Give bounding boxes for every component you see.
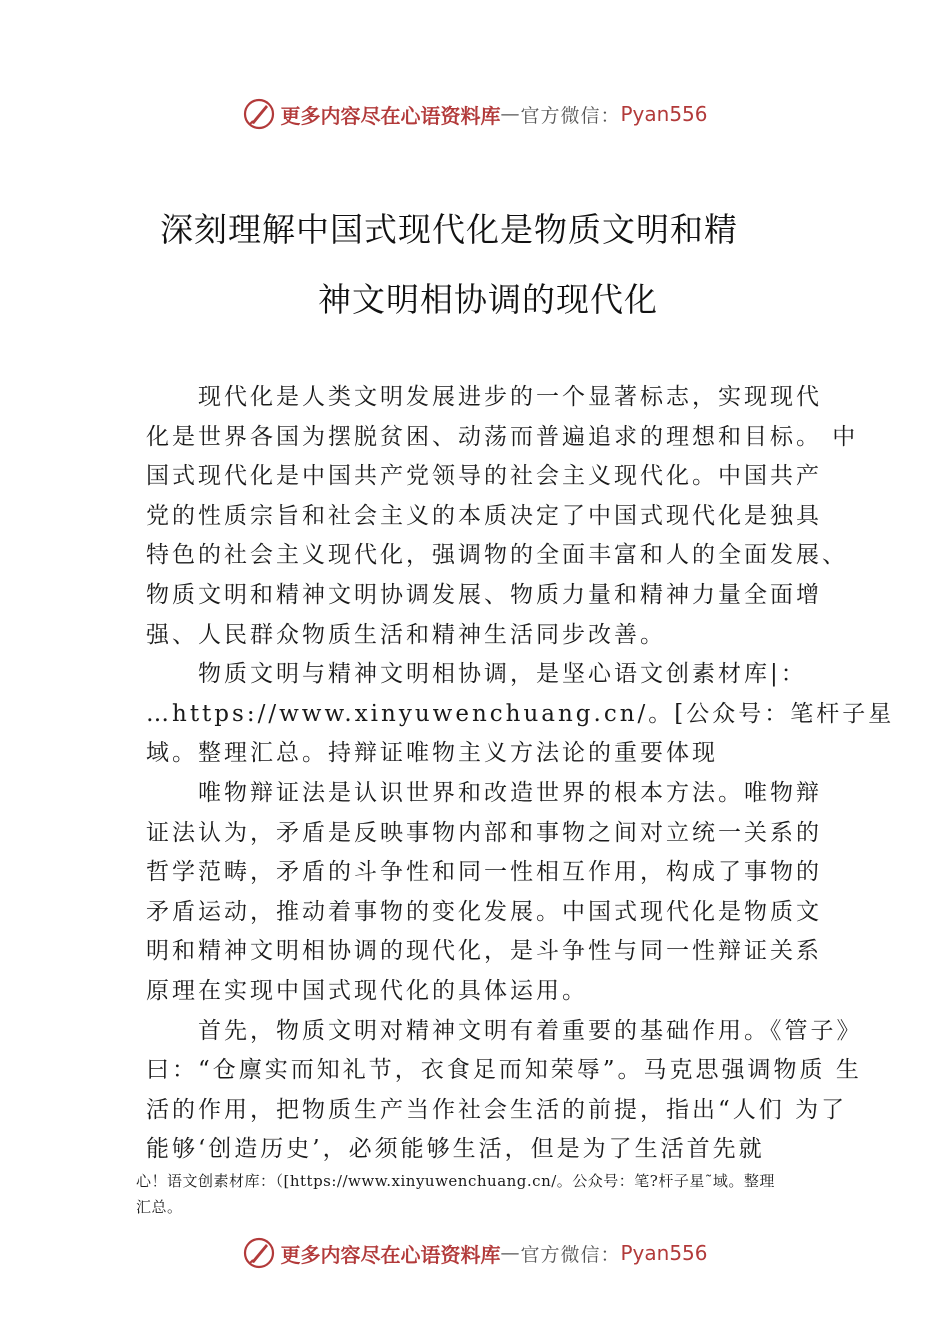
body-line: 特色的社会主义现代化，强调物的全面丰富和人的全面发展、: [146, 542, 848, 569]
quill-logo-icon: [242, 1236, 276, 1270]
body-line: 明和精神文明相协调的现代化，是斗争性与同一性辩证关系: [146, 938, 822, 965]
promo-text: 更多内容尽在心语资料库: [280, 1242, 501, 1267]
wechat-label: 官方微信：: [520, 104, 621, 127]
banner-dash: —: [500, 1242, 521, 1264]
banner-dash: —: [500, 103, 521, 125]
body-line: 国式现代化是中国共产党领导的社会主义现代化。中国共产: [146, 463, 822, 490]
body-line: 活的作用，把物质生产当作社会生活的前提，指出“人们 为了: [146, 1096, 848, 1123]
wechat-label: 官方微信：: [520, 1243, 621, 1266]
body-line: 域。整理汇总。持辩证唯物主义方法论的重要体现: [146, 740, 718, 767]
document-title-line-1: 深刻理解中国式现代化是物质文明和精: [160, 210, 738, 249]
body-line: 首先，物质文明对精神文明有着重要的基础作用。《管子》: [198, 1017, 863, 1044]
body-line: 哲学范畴，矛盾的斗争性和同一性相互作用，构成了事物的: [146, 859, 822, 886]
body-line: …https://www.xinyuwenchuang.cn/。[公众号：笔杆子星: [146, 700, 895, 727]
footnote: [136, 1168, 836, 1220]
body-line: 党的性质宗旨和社会主义的本质决定了中国式现代化是独具: [146, 502, 822, 529]
body-line: 证法认为，矛盾是反映事物内部和事物之间对立统一关系的: [146, 819, 822, 846]
body-line: 矛盾运动，推动着事物的变化发展。中国式现代化是物质文: [146, 898, 822, 925]
body-line: 物质文明与精神文明相协调，是坚心语文创素材库|：: [198, 661, 807, 688]
body-line: 曰：“仓廪实而知礼节，衣食足而知荣辱”。马克思强调物质 生: [146, 1057, 862, 1084]
body-line: 唯物辩证法是认识世界和改造世界的根本方法。唯物辩: [198, 779, 822, 806]
document-title-line-2: 神文明相协调的现代化: [318, 280, 658, 319]
body-line: 化是世界各国为摆脱贫困、动荡而普遍追求的理想和目标。 中: [146, 423, 859, 450]
body-line: 物质文明和精神文明协调发展、物质力量和精神力量全面增: [146, 581, 822, 608]
body-text: [146, 378, 895, 1170]
body-line: 强、人民群众物质生活和精神生活同步改善。: [146, 621, 666, 648]
footer-banner: [0, 1233, 950, 1273]
footnote-line: 汇总。: [136, 1198, 183, 1216]
body-line: 能够‘创造历史’，必须能够生活，但是为了生活首先就: [146, 1136, 765, 1163]
wechat-id: Pyan556: [620, 1241, 708, 1265]
quill-logo-icon: [242, 97, 276, 131]
promo-text: 更多内容尽在心语资料库: [280, 103, 501, 128]
body-line: 现代化是人类文明发展进步的一个显著标志，实现现代: [198, 384, 822, 410]
body-line: 原理在实现中国式现代化的具体运用。: [146, 977, 588, 1004]
header-banner: [0, 94, 950, 134]
footnote-line: 心！语文创素材库：（[https://www.xinyuwenchuang.cn/。公众号：笔?杆子星˜域。整理: [136, 1172, 775, 1190]
wechat-id: Pyan556: [620, 102, 708, 126]
